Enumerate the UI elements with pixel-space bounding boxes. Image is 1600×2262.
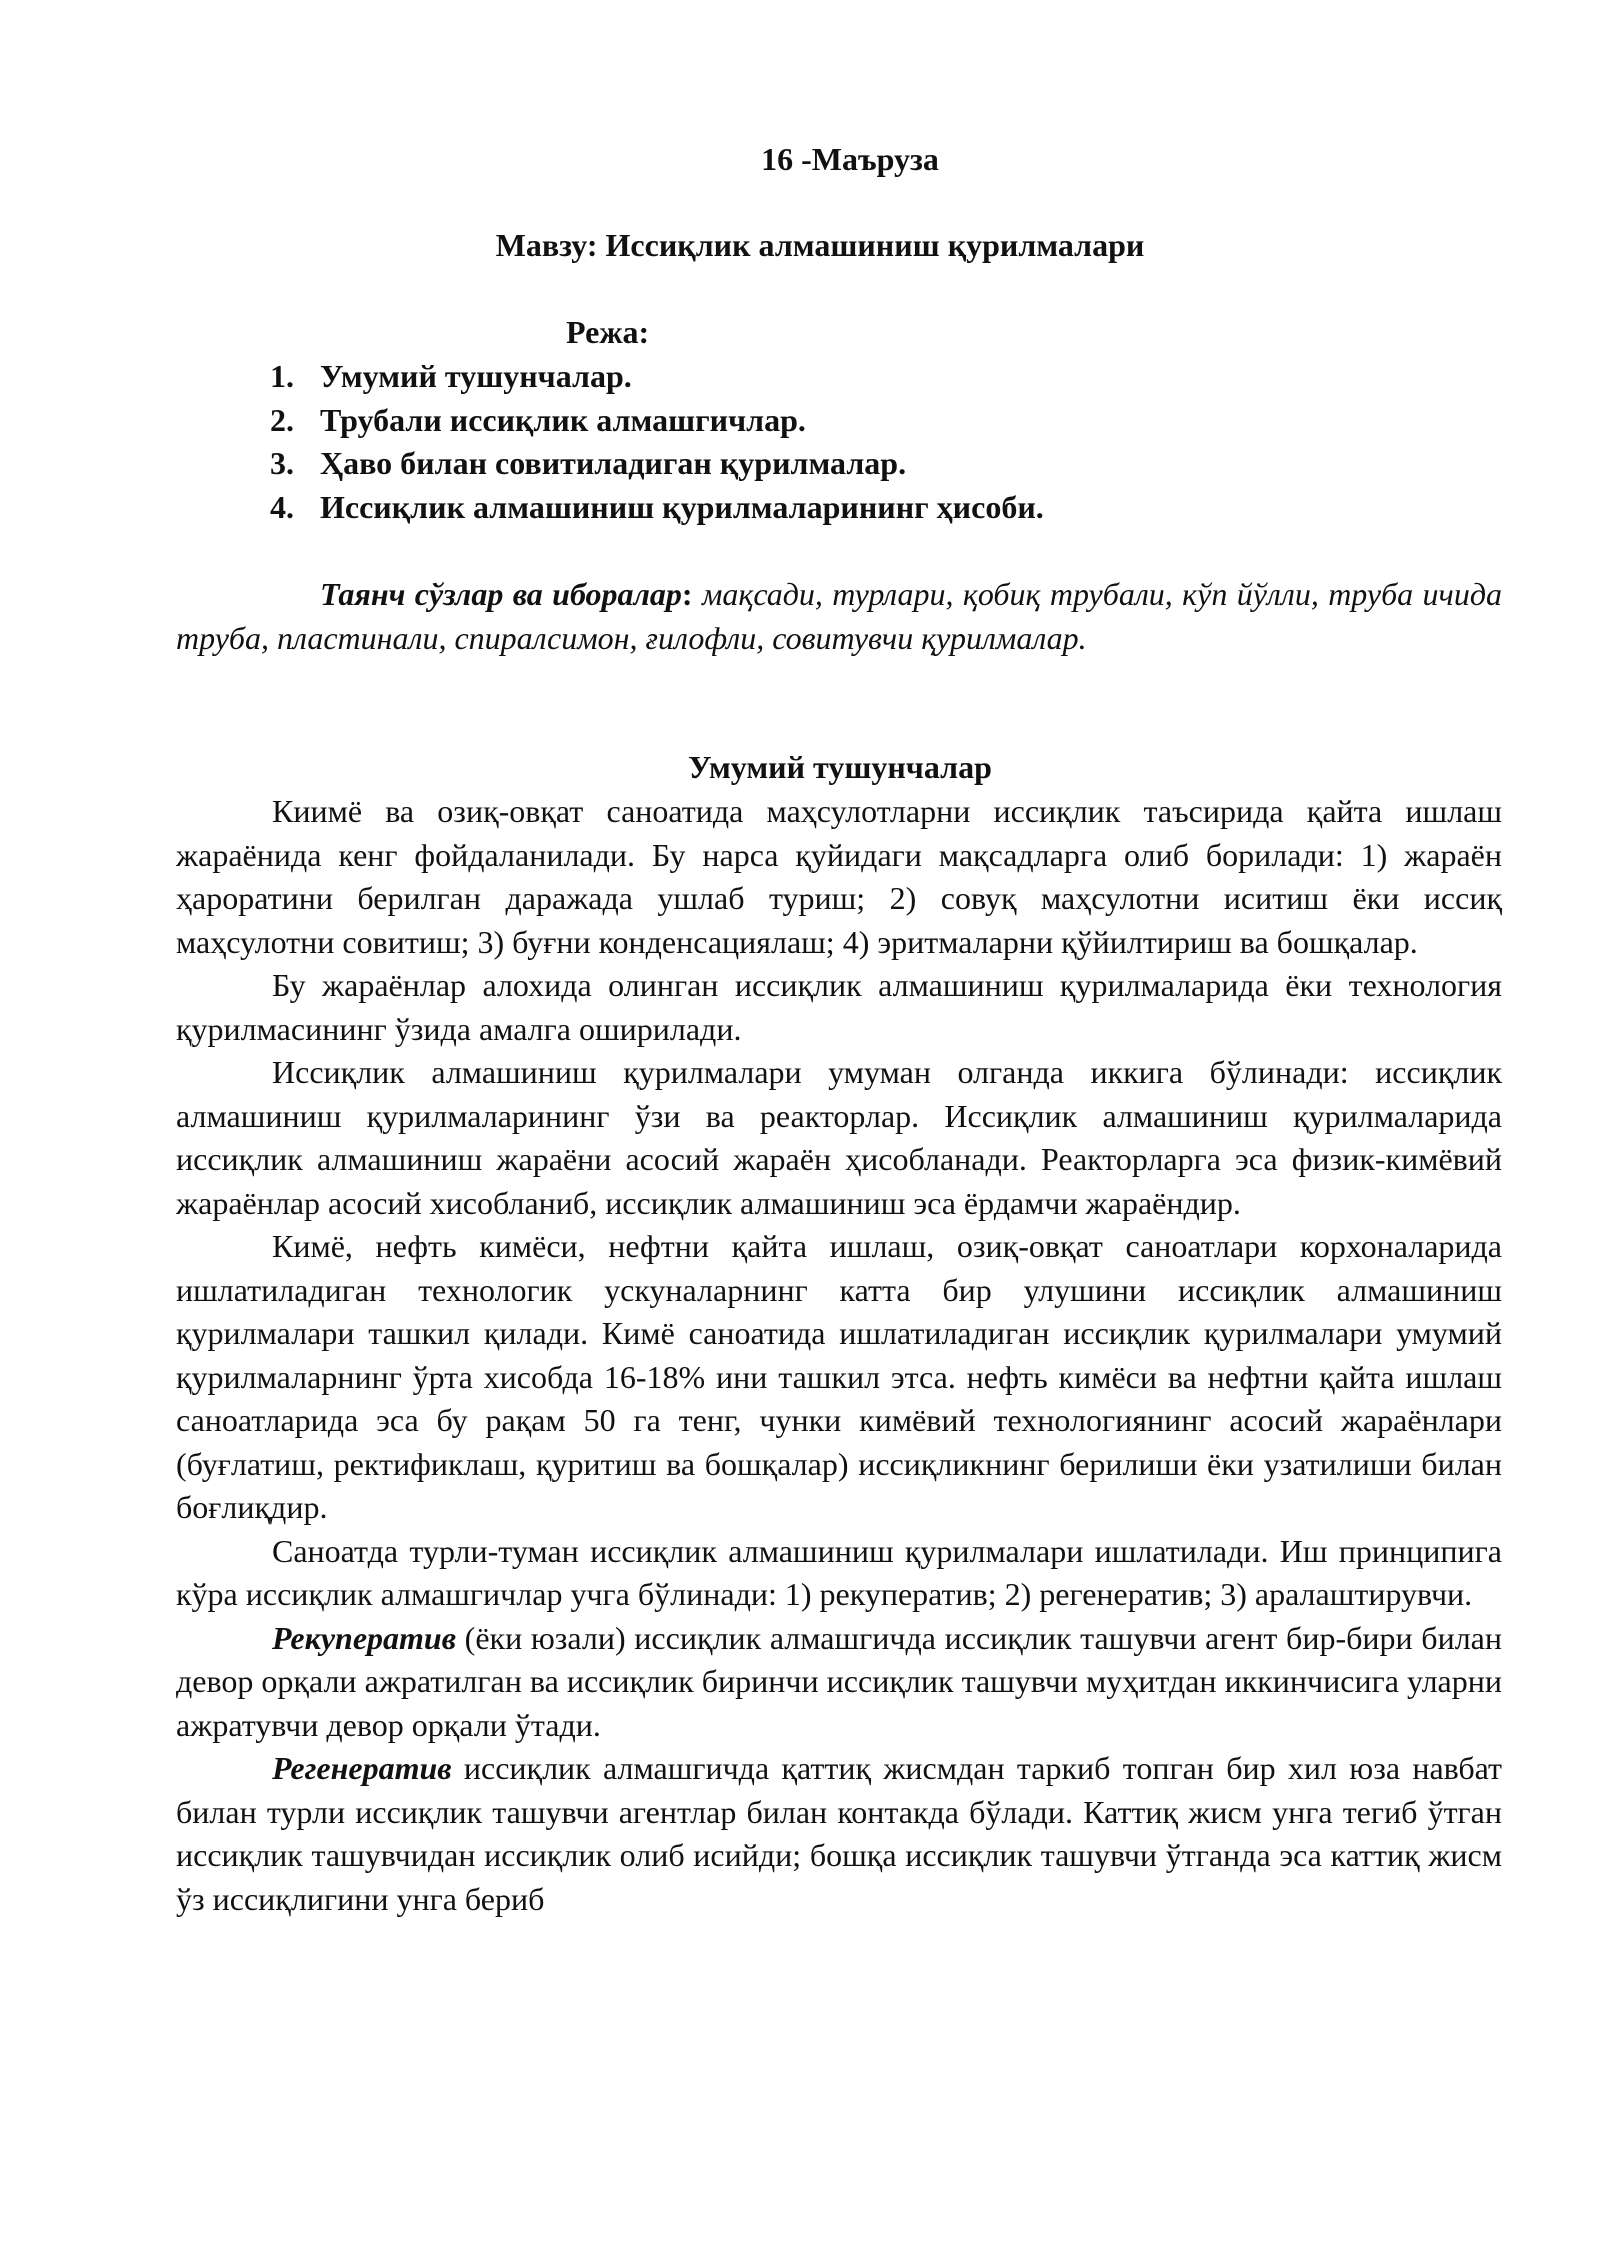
body-paragraph: Саноатда турли-туман иссиқлик алмашиниш қурилмалари ишлатилади. Иш принципига кўра иссиқлик алмашгичлар учга бўлинади: 1) рекуператив; 2) регенератив; 3) аралаштирувчи. [176, 1532, 1502, 1612]
body-paragraph-recuperative [176, 1617, 1502, 1748]
lecture-title: 16 -Маъруза [761, 141, 939, 177]
section-heading: Умумий тушунчалар [688, 749, 992, 785]
keywords-text: мақсади, турлари, қобиқ трубали, кўп йўлли, труба ичида труба, пластинали, спиралсимон, ғилофли, совитувчи қурилмалар. [176, 576, 1503, 656]
lecture-subject: Мавзу: Иссиқлик алмашиниш қурилмалари [495, 227, 1145, 263]
plan-item-number: 1. [270, 358, 294, 394]
plan-heading: Режа: [566, 314, 650, 350]
plan-list [270, 355, 1044, 529]
plan-item-text: Ҳаво билан совитиладиган қурилмалар. [320, 445, 907, 481]
plan-item [270, 486, 1044, 530]
body-paragraph-regenerative [176, 1747, 1502, 1921]
plan-item-text: Иссиқлик алмашиниш қурилмаларининг ҳисоби. [320, 488, 1044, 525]
plan-item-number: 4. [270, 488, 294, 525]
body-paragraph: Иссиқлик алмашиниш қурилмалари умуман олганда иккига бўлинади: иссиқлик алмашиниш қурилмаларининг ўзи ва реакторлар. Иссиқлик алмашиниш қурилмаларида иссиқлик алмашиниш жараёни асосий жараён ҳисобланади. Реакторларга эса физик-кимёвий жараёнлар асосий хисобланиб, иссиқлик алмашиниш эса ёрдамчи жараёндир. [176, 1054, 1502, 1221]
plan-item-text: Умумий тушунчалар. [320, 358, 632, 394]
term-regenerative: Регенератив [272, 1750, 452, 1786]
plan-item [270, 442, 1044, 486]
plan-item-number: 3. [270, 445, 294, 481]
plan-item-text: Трубали иссиқлик алмашгичлар. [320, 401, 806, 438]
term-recuperative: Рекуператив [272, 1619, 456, 1656]
keywords-colon: : [681, 576, 693, 612]
keywords-label: Таянч сўзлар ва иборалар [320, 576, 682, 612]
plan-item-number: 2. [270, 401, 294, 438]
plan-item [270, 355, 1044, 399]
body-content [176, 790, 1502, 1921]
body-paragraph: Кимё, нефть кимёси, нефтни қайта ишлаш, озиқ-овқат саноатлари корхоналарида ишлатиладиган технологик ускуналарнинг катта бир улушини иссиқлик алмашиниш қурилмалари ташкил қилади. Кимё саноатида ишлатиладиган иссиқлик қурилмалари умумий қурилмаларнинг ўрта хисобда 16-18% ини ташкил этса. нефть кимёси ва нефтни қайта ишлаш саноатларида эса бу рақам 50 га тенг, чунки кимёвий технологиянинг асосий жараёнлари (буғлатиш, ректификлаш, қуритиш ва бошқалар) иссиқликнинг берилиши ёки узатилиши билан боғлиқдир. [176, 1228, 1502, 1525]
recuperative-text: (ёки юзали) иссиқлик алмашгичда иссиқлик ташувчи агент бир-бири билан девор орқали ажратилган ва иссиқлик биринчи иссиқлик ташувчи муҳитдан иккинчисига уларни ажратувчи девор орқали ўтади. [176, 1619, 1502, 1743]
body-paragraph: Бу жараёнлар алохида олинган иссиқлик алмашиниш қурилмаларида ёки технология қурилмасининг ўзида амалга оширилади. [176, 967, 1502, 1047]
body-paragraph: Киимё ва озиқ-овқат саноатида маҳсулотларни иссиқлик таъсирида қайта ишлаш жараёнида кенг фойдаланилади. Бу нарса қуйидаги мақсадларга олиб борилади: 1) жараён ҳароратини берилган даражада ушлаб туриш; 2) совуқ маҳсулотни иситиш ёки иссиқ маҳсулотни совитиш; 3) буғни конденсациялаш; 4) эритмаларни қўйилтириш ва бошқалар. [176, 793, 1502, 960]
plan-item [270, 399, 1044, 443]
keywords-paragraph [176, 573, 1502, 660]
regenerative-text: иссиқлик алмашгичда қаттиқ жисмдан таркиб топган бир хил юза навбат билан турли иссиқлик ташувчи агентлар билан контакда бўлади. Каттиқ жисм унга тегиб ўтган иссиқлик ташувчидан иссиқлик олиб исийди; бошқа иссиқлик ташувчи ўтганда эса каттиқ жисм ўз иссиқлигини унга бериб [176, 1750, 1502, 1917]
